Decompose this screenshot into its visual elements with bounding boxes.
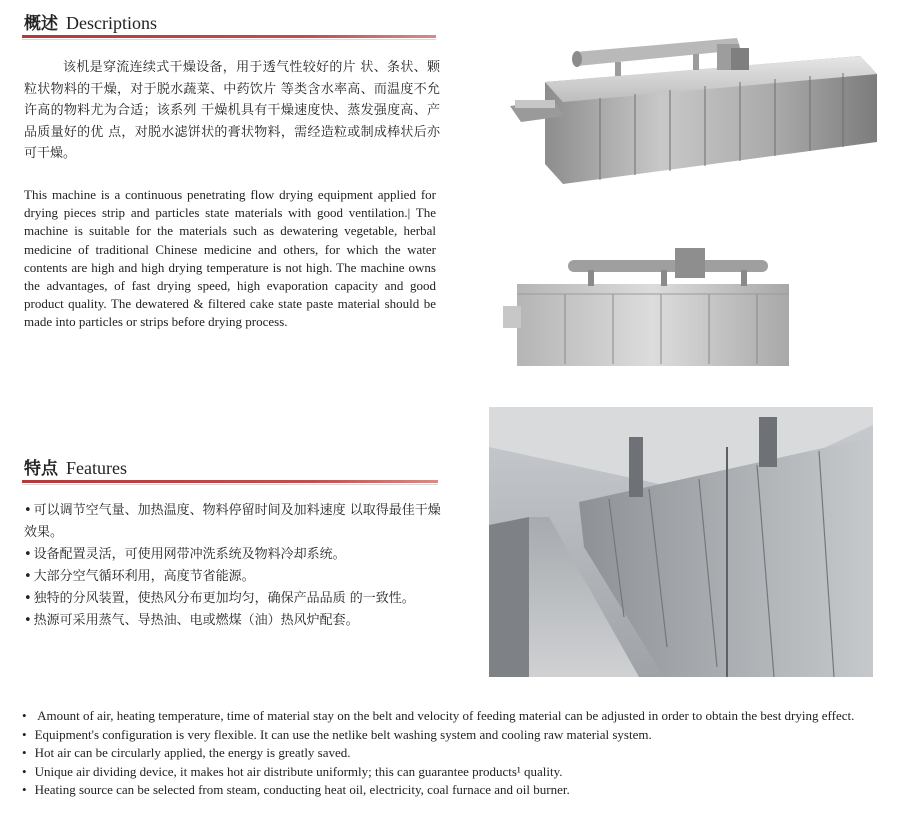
dryer-photo-1 [505,34,885,204]
list-item [24,610,444,632]
bullet: • [22,726,27,742]
bullet: • [22,708,27,723]
descriptions-heading [24,12,157,35]
bullet: • [24,547,32,562]
descriptions-heading-en: Descriptions [66,13,157,33]
dryer-photo-2 [503,248,793,368]
description-en: This machine is a continuous penetrating flow drying equipment applied for drying pieces strip and particles state materials with good ventilation.| The machine is suitable for the materials such as dewatering vegetable, herbal medicine of traditional Chinese medicine and others, for which the water contents are high and high drying temperature is not high. The machine owns the advantages, of fast drying speed, high evaporation capacity and good product quality. The dewatered & filtered cake state paste material should be made into particles or strips before drying process. [24,187,436,330]
bullet: • [22,745,27,761]
bullet: • [24,591,32,606]
descriptions-rule [22,35,436,38]
list-item [22,726,872,745]
feature-en-text: Hot air can be circularly applied, the energy is greatly saved. [34,745,351,761]
feature-en-text: Equipment's configuration is very flexible. It can use the netlike belt washing system and cooling raw material system. [34,726,652,742]
production-line-photo [489,407,873,677]
list-item [22,707,872,726]
descriptions-rule-shadow [22,39,436,40]
list-item [22,763,872,782]
features-heading-cn: 特点 [24,459,58,479]
features-rule [22,480,438,483]
description-cn: 该机是穿流连续式干燥设备，用于透气性较好的片 状、条状、颗粒状物料的干燥，对于脱水蔬菜、中药饮片 等类含水率高、而温度不允许高的物料尤为合适；该系列 干燥机具有干燥速度快、蒸发强度高、产品质量好的优 点，对脱水滤饼状的膏状物料，需经造粒或制成棒状后亦 可干燥。 [24,60,440,161]
bullet: • [24,613,32,628]
features-heading [24,457,127,480]
features-list-en [22,707,872,800]
feature-cn-text: 设备配置灵活，可使用网带冲洗系统及物料冷却系统。 [33,547,346,562]
list-item [24,566,444,588]
feature-cn-text: 独特的分风装置，使热风分布更加均匀，确保产品品质 的一致性。 [33,591,415,606]
list-item [22,744,872,763]
list-item [24,500,444,544]
bullet: • [24,569,32,584]
list-item [24,588,444,610]
descriptions-heading-cn: 概述 [24,14,58,34]
features-heading-en: Features [66,458,127,478]
feature-cn-text: 可以调节空气量、加热温度、物料停留时间及加料速度 以取得最佳干燥效果。 [24,503,441,540]
features-rule-shadow [22,484,438,485]
feature-en-text: Heating source can be selected from steam, conducting heat oil, electricity, coal furnace and oil burner. [34,782,570,798]
features-list-cn [24,500,444,632]
feature-en-text: Amount of air, heating temperature, time of material stay on the belt and velocity of feeding material can be adjusted in order to obtain the best drying effect. [37,708,855,723]
bullet: • [24,503,32,518]
list-item [22,781,872,800]
feature-cn-text: 热源可采用蒸气、导热油、电或燃煤（油）热风炉配套。 [33,613,359,628]
feature-en-text: Unique air dividing device, it makes hot air distribute uniformly; this can guarantee products¹ quality. [34,763,563,779]
feature-cn-text: 大部分空气循环利用，高度节省能源。 [33,569,255,584]
bullet: • [22,763,27,779]
list-item [24,544,444,566]
bullet: • [22,782,27,798]
